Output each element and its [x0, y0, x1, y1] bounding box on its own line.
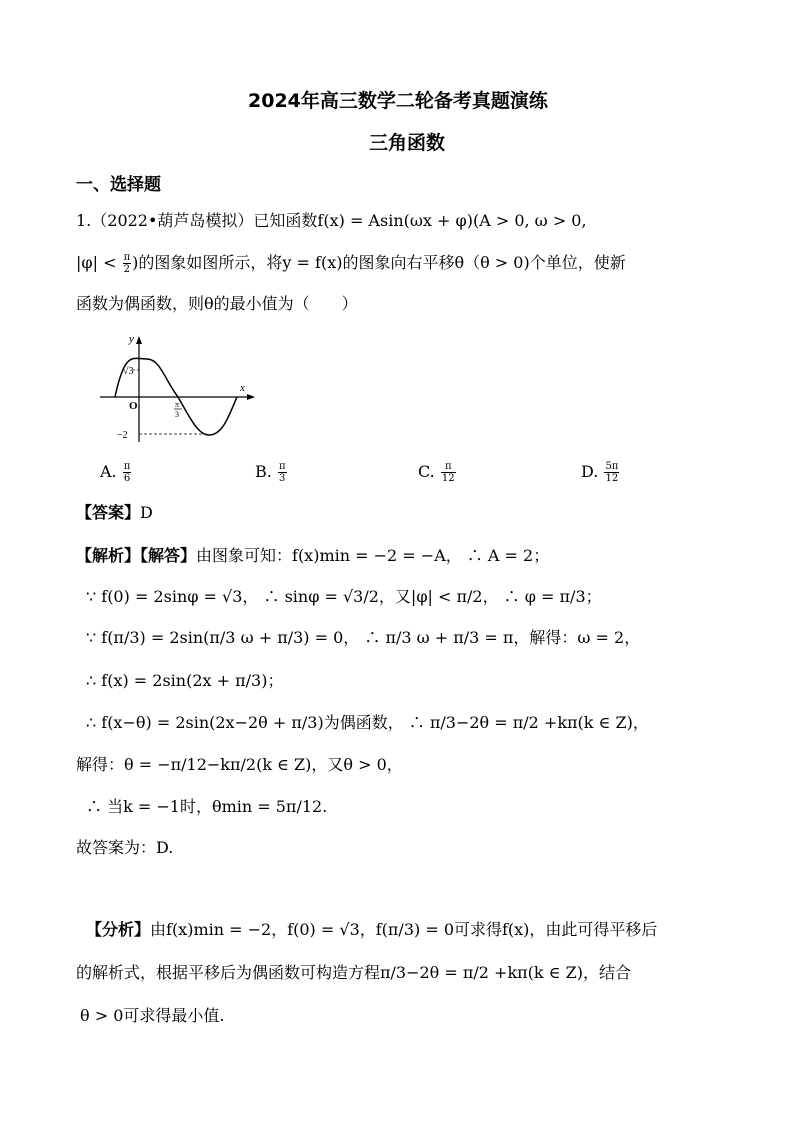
answer-value: D: [140, 503, 153, 522]
pi-label: π: [175, 400, 180, 409]
solution-line-4: ∴ f(x) = 2sin(2x + π/3)；: [86, 671, 284, 690]
three-label: 3: [175, 410, 179, 419]
solution-line-8: 故答案为：D.: [76, 838, 174, 857]
question-line-2: |φ| < $\frac{\pi}{2}$ )的图象如图所示，将y = f(x)的图象向右平移θ（θ > 0)个单位，使新: [76, 252, 626, 275]
section-heading: 一、选择题: [76, 175, 161, 195]
question-line-2-end: 的图象如图所示，将y = f(x)的图象向右平移θ（θ > 0)个单位，使新: [138, 253, 626, 272]
document-title: 2024年高三数学二轮备考真题演练: [248, 90, 548, 112]
option-a: A. $\frac{\pi}{6}$: [100, 461, 131, 484]
analysis-label: 【分析】: [86, 920, 151, 939]
fraction-pi-over-2: $\frac{\pi}{2}$: [123, 252, 131, 275]
y-axis-arrow: [136, 336, 142, 344]
analysis-line-2: 的解析式，根据平移后为偶函数可构造方程π/3−2θ = π/2 +kπ(k ∈ Z)，结合: [76, 963, 631, 982]
sqrt3-label: √3: [123, 366, 134, 377]
question-line-3: 函数为偶函数，则θ的最小值为（ ）: [76, 294, 358, 313]
solution-line-3: ∵ f(π/3) = 2sin(π/3 ω + π/3) = 0， ∴ π/3 ω + π/3 = π，解得：ω = 2，: [86, 628, 641, 647]
sine-graph: [95, 330, 265, 445]
y-label: y: [129, 333, 134, 345]
question-line-2-start: |φ| <: [76, 253, 117, 272]
solution-line-1: 【解析】【解答】由图象可知：f(x)min = −2 = −A， ∴ A = 2；: [76, 546, 550, 565]
option-c: C. $\frac{\pi}{12}$: [418, 461, 455, 484]
answer-line: [76, 502, 153, 524]
analysis-line-1: 【分析】由f(x)min = −2，f(0) = √3，f(π/3) = 0可求得f(x)，由此可得平移后: [86, 920, 658, 939]
analysis-line-3: θ > 0可求得最小值.: [80, 1006, 225, 1025]
origin-label: O: [129, 400, 138, 412]
x-axis-arrow: [247, 394, 255, 400]
option-b: B. $\frac{\pi}{3}$: [255, 461, 286, 484]
solution-line-7: ∴ 当k = −1时，θmin = 5π/12.: [86, 797, 328, 816]
question-line-1: 1.（2022•葫芦岛模拟）已知函数f(x) = Asin(ωx + φ)(A > 0, ω > 0,: [76, 211, 587, 230]
x-label: x: [240, 382, 245, 394]
option-d: D. $\frac{5\pi}{12}$: [581, 461, 619, 484]
solution-line-2: ∵ f(0) = 2sinφ = √3， ∴ sinφ = √3/2，又|φ| < π/2， ∴ φ = π/3；: [86, 587, 602, 606]
document-subtitle: 三角函数: [369, 132, 446, 154]
solution-line-6: 解得：θ = −π/12−kπ/2(k ∈ Z)，又θ > 0，: [76, 755, 403, 774]
solution-label: 【解析】【解答】: [76, 546, 197, 565]
neg2-label: −2: [117, 430, 128, 441]
answer-label: 【答案】: [76, 503, 141, 522]
solution-line-5: ∴ f(x−θ) = 2sin(2x−2θ + π/3)为偶函数， ∴ π/3−2θ = π/2 +kπ(k ∈ Z)，: [86, 713, 649, 732]
